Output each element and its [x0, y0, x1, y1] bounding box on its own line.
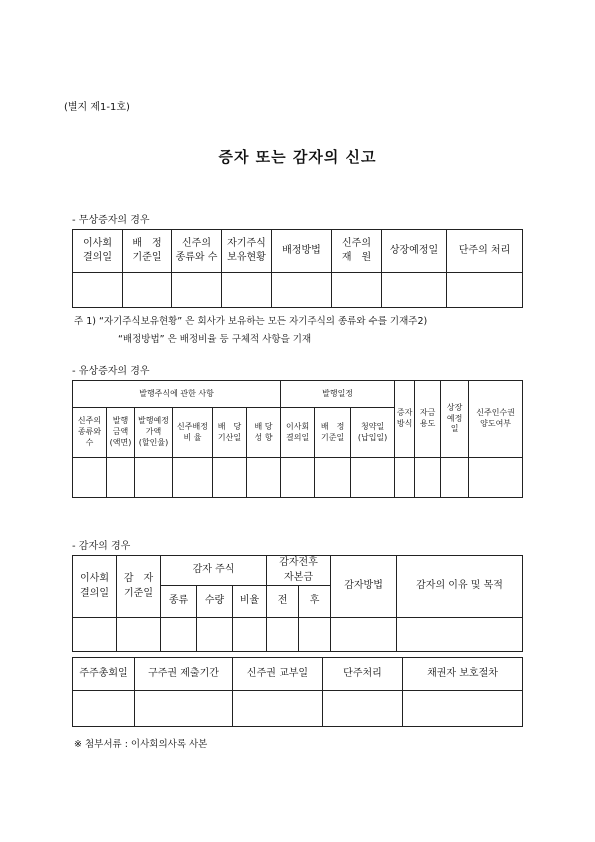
header-fractional-shares: 단주의 처리 — [447, 230, 523, 273]
attachment-note: ※ 첨부서류 : 이사회의사록 사본 — [74, 739, 208, 750]
header-issue-schedule-group: 발행일정 — [281, 381, 395, 408]
input-cell[interactable] — [469, 458, 523, 498]
header-issue-price: 발행예정 가액 (할인율) — [135, 408, 173, 458]
header-capital-before-after: 감자전후 자본금 — [267, 556, 331, 586]
header-issue-amount: 발행 금액 (액면) — [107, 408, 135, 458]
input-cell[interactable] — [332, 273, 382, 308]
table-row — [73, 458, 523, 498]
table-row — [73, 273, 523, 308]
input-cell[interactable] — [73, 691, 135, 727]
header-treasury-stock: 자기주식 보유현황 — [222, 230, 272, 273]
table-row — [73, 618, 523, 652]
header-dividend-start: 배 당 기산일 — [213, 408, 247, 458]
input-cell[interactable] — [403, 691, 523, 727]
header-listing-date: 상장 예정 일 — [441, 381, 469, 458]
input-cell[interactable] — [351, 458, 395, 498]
input-cell[interactable] — [117, 618, 161, 652]
header-share-type: 종류 — [161, 586, 197, 618]
input-cell[interactable] — [161, 618, 197, 652]
input-cell[interactable] — [415, 458, 441, 498]
section-capital-reduction: - 감자의 경우 — [72, 541, 131, 552]
header-subscription-date: 청약일 (납입일) — [351, 408, 395, 458]
header-allocation-ratio: 신주배정 비 율 — [173, 408, 213, 458]
header-new-share-delivery-date: 신주권 교부일 — [233, 658, 323, 691]
input-cell[interactable] — [135, 691, 233, 727]
header-new-share-type-count: 신주의 종류와 수 — [172, 230, 222, 273]
input-cell[interactable] — [441, 458, 469, 498]
input-cell[interactable] — [123, 273, 172, 308]
input-cell[interactable] — [447, 273, 523, 308]
header-listing-date: 상장예정일 — [382, 230, 447, 273]
form-number: (별지 제1-1호) — [64, 102, 130, 113]
header-share-ratio: 비율 — [233, 586, 267, 618]
header-old-share-submission-period: 구주권 제출기간 — [135, 658, 233, 691]
input-cell[interactable] — [172, 273, 222, 308]
input-cell[interactable] — [222, 273, 272, 308]
header-record-date: 배 정 기준일 — [315, 408, 351, 458]
input-cell[interactable] — [73, 458, 107, 498]
header-issued-shares-group: 발행주식에 관한 사항 — [73, 381, 281, 408]
header-dividend-nature: 배 당 성 향 — [247, 408, 281, 458]
input-cell[interactable] — [135, 458, 173, 498]
input-cell[interactable] — [395, 458, 415, 498]
input-cell[interactable] — [315, 458, 351, 498]
input-cell[interactable] — [197, 618, 233, 652]
header-increase-method: 증자 방식 — [395, 381, 415, 458]
header-reduction-reason: 감자의 이유 및 목적 — [397, 556, 523, 618]
input-cell[interactable] — [213, 458, 247, 498]
header-funding-source: 신주의 재 원 — [332, 230, 382, 273]
input-cell[interactable] — [173, 458, 213, 498]
input-cell[interactable] — [331, 618, 397, 652]
input-cell[interactable] — [281, 458, 315, 498]
header-shareholders-meeting-date: 주주총회일 — [73, 658, 135, 691]
header-rights-transferability: 신주인수권 양도여부 — [469, 381, 523, 458]
input-cell[interactable] — [247, 458, 281, 498]
header-allocation-method: 배정방법 — [272, 230, 332, 273]
capital-reduction-table — [72, 555, 523, 652]
reduction-schedule-table — [72, 657, 523, 727]
paid-increase-table — [72, 380, 523, 498]
header-capital-after: 후 — [299, 586, 331, 618]
input-cell[interactable] — [233, 618, 267, 652]
input-cell[interactable] — [73, 618, 117, 652]
input-cell[interactable] — [73, 273, 123, 308]
free-increase-table — [72, 229, 523, 308]
header-reduced-shares: 감자 주식 — [161, 556, 267, 586]
header-new-share-type: 신주의 종류와 수 — [73, 408, 107, 458]
input-cell[interactable] — [382, 273, 447, 308]
header-board-resolution-date: 이사회 결의일 — [73, 230, 123, 273]
input-cell[interactable] — [107, 458, 135, 498]
header-fractional-shares: 단주처리 — [323, 658, 403, 691]
table-row — [73, 691, 523, 727]
header-board-resolution-date: 이사회 결의일 — [73, 556, 117, 618]
header-allocation-record-date: 배 정 기준일 — [123, 230, 172, 273]
section-paid-increase: - 유상증자의 경우 — [72, 366, 150, 377]
header-board-resolution-date: 이사회 결의일 — [281, 408, 315, 458]
header-reduction-record-date: 감 자 기준일 — [117, 556, 161, 618]
input-cell[interactable] — [233, 691, 323, 727]
input-cell[interactable] — [299, 618, 331, 652]
input-cell[interactable] — [323, 691, 403, 727]
note-line-1: 주 1) “자기주식보유현황” 은 회사가 보유하는 모든 자기주식의 종류와 수를 기재주2) — [74, 316, 428, 327]
page-title: 증자 또는 감자의 신고 — [218, 148, 377, 166]
note-line-2: “배정방법” 은 배정비율 등 구체적 사항을 기재 — [118, 334, 312, 345]
header-reduction-method: 감자방법 — [331, 556, 397, 618]
input-cell[interactable] — [267, 618, 299, 652]
input-cell[interactable] — [272, 273, 332, 308]
header-capital-before: 전 — [267, 586, 299, 618]
header-fund-use: 자금 용도 — [415, 381, 441, 458]
input-cell[interactable] — [397, 618, 523, 652]
section-free-increase: - 무상증자의 경우 — [72, 215, 150, 226]
header-creditor-protection: 채권자 보호절차 — [403, 658, 523, 691]
header-share-quantity: 수량 — [197, 586, 233, 618]
